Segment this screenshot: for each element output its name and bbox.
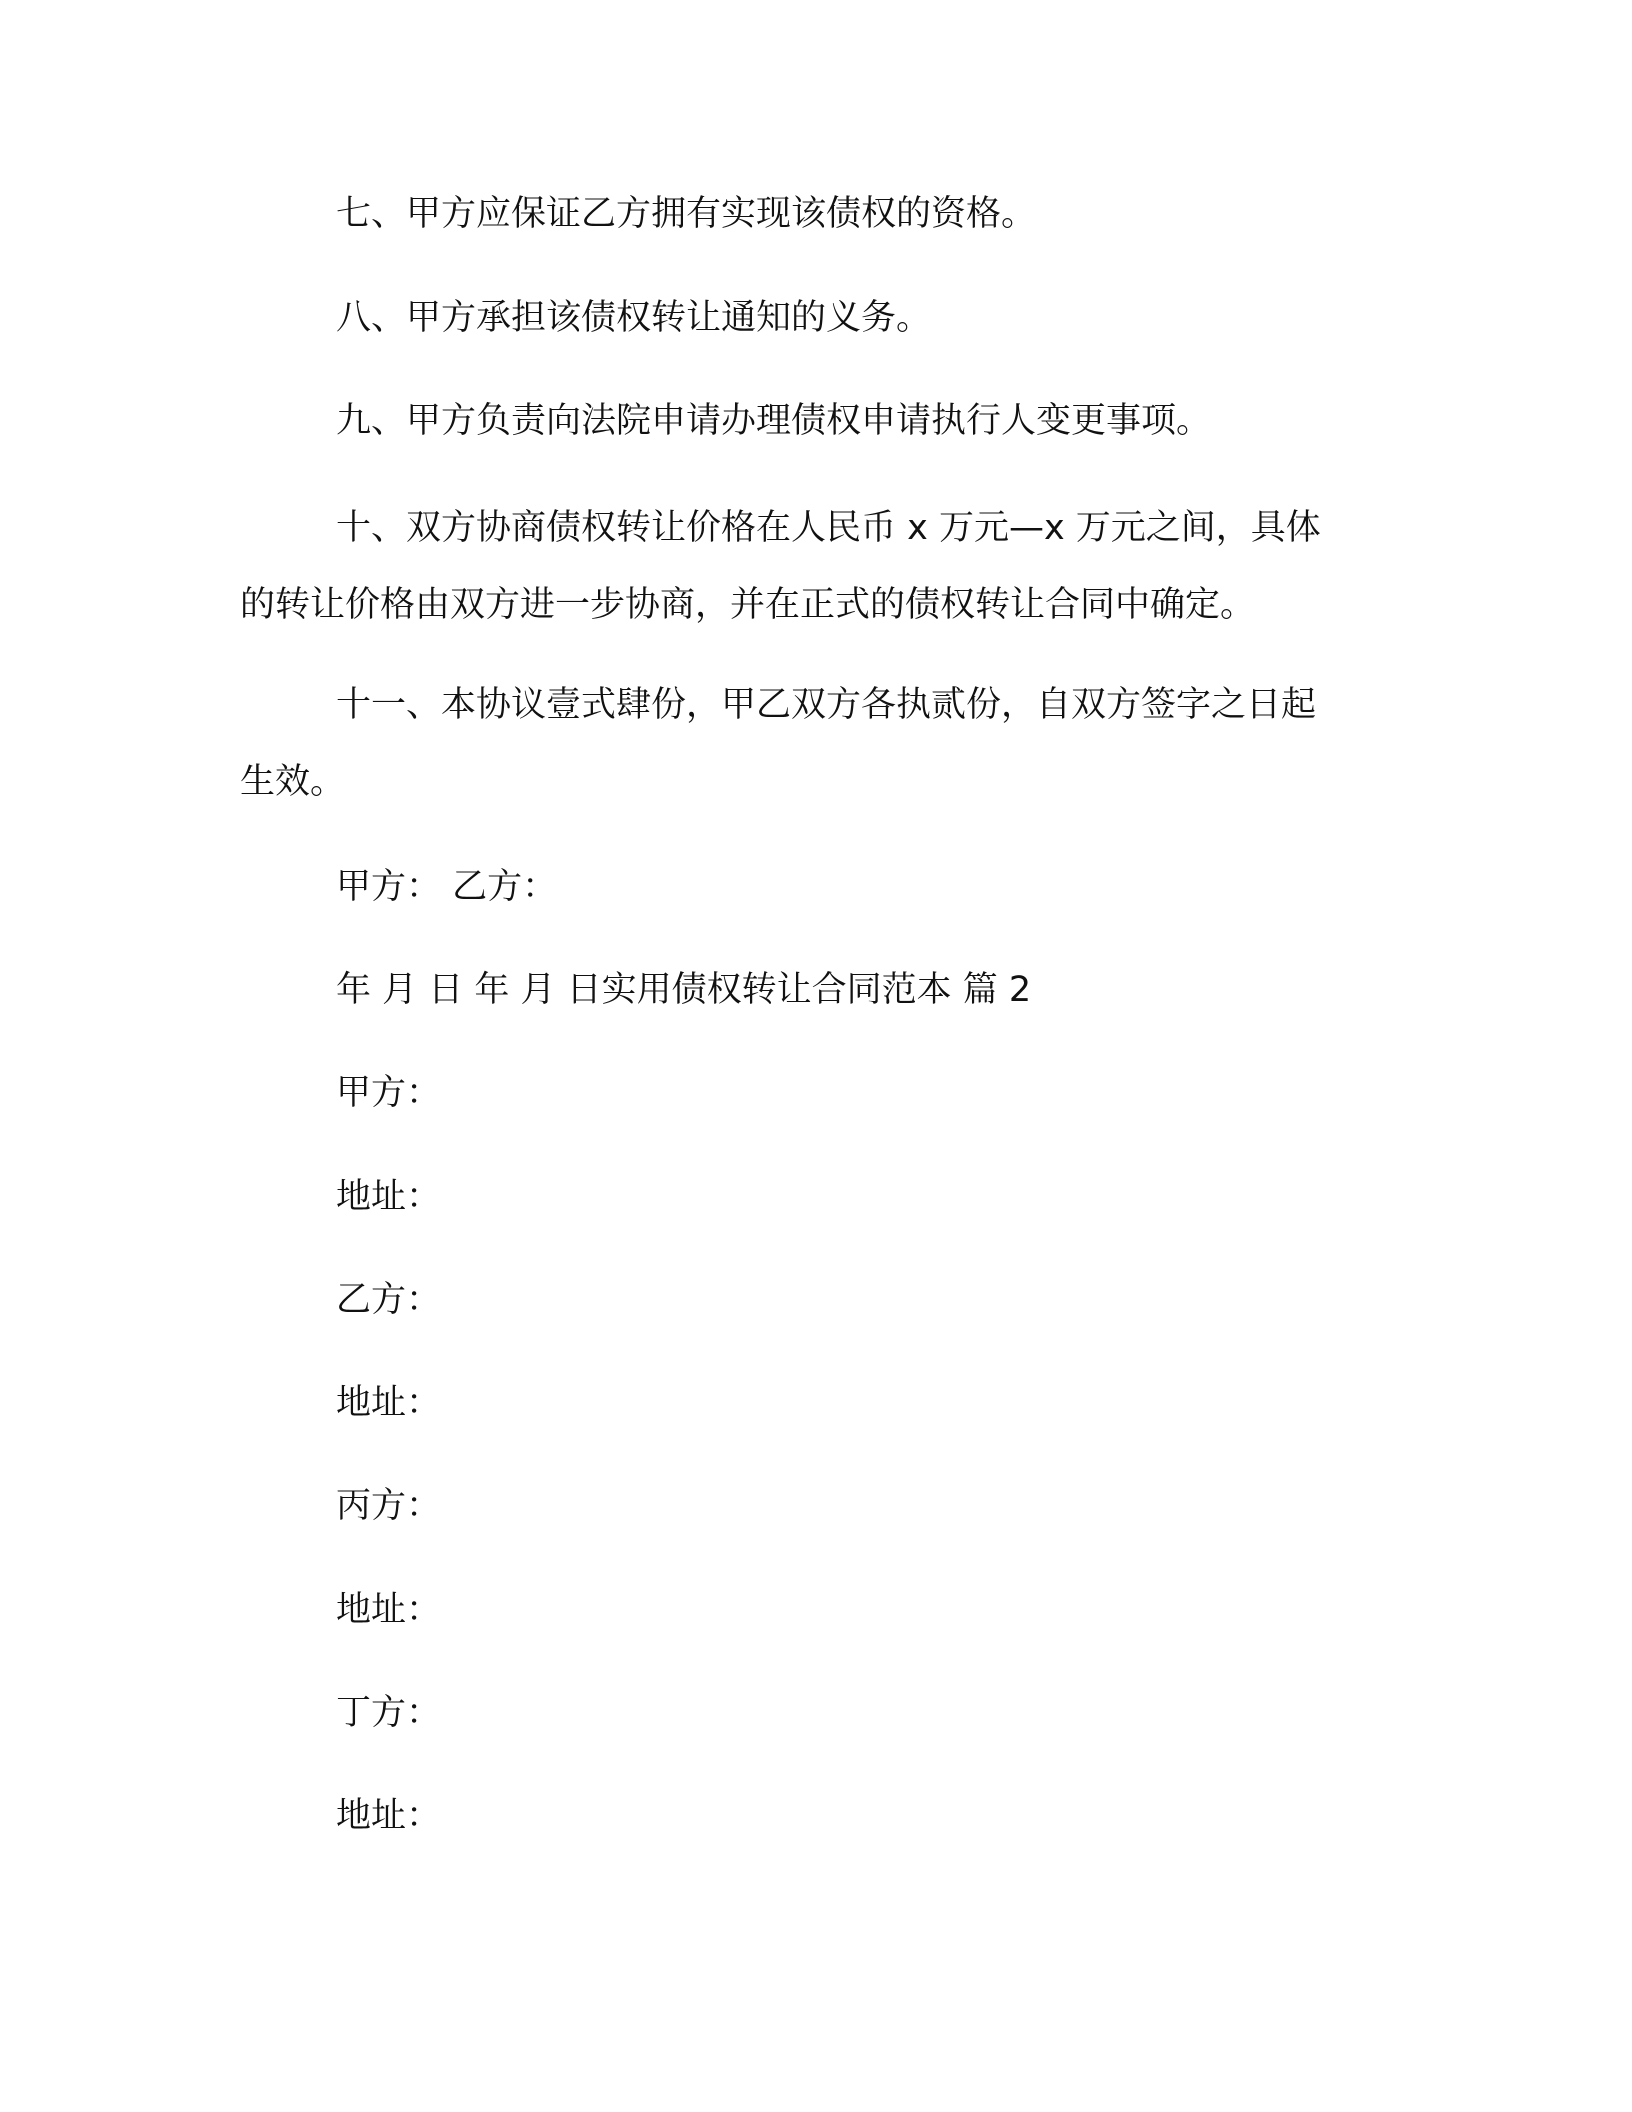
clause-9: 九、甲方负责向法院申请办理债权申请执行人变更事项。 [336,401,1212,441]
party-a-label: 甲方： [336,1073,442,1113]
party-b-label: 乙方： [336,1280,442,1320]
clause-10 [240,490,1400,644]
party-c-label: 丙方： [336,1486,442,1526]
clause-10-line-1: 十、双方协商债权转让价格在人民币 x 万元—x 万元之间，具体 [336,508,1321,548]
clause-7: 七、甲方应保证乙方拥有实现该债权的资格。 [336,194,1037,234]
party-a-address-label: 地址： [336,1177,442,1217]
party-b-address-label: 地址： [336,1383,442,1423]
clause-10-line-2: 的转让价格由双方进一步协商，并在正式的债权转让合同中确定。 [240,585,1256,625]
party-d-label: 丁方： [336,1693,442,1733]
clause-11-line-1: 十一、本协议壹式肆份，甲乙双方各执贰份，自双方签字之日起 [336,685,1317,725]
clause-8: 八、甲方承担该债权转让通知的义务。 [336,298,932,338]
clause-11-line-2: 生效。 [240,762,346,802]
party-d-address-label: 地址： [336,1796,442,1836]
clause-11 [240,667,1400,821]
signature-line: 甲方： 乙方： [336,867,558,907]
party-c-address-label: 地址： [336,1590,442,1630]
date-and-heading-line: 年 月 日 年 月 日实用债权转让合同范本 篇 2 [336,970,1032,1010]
